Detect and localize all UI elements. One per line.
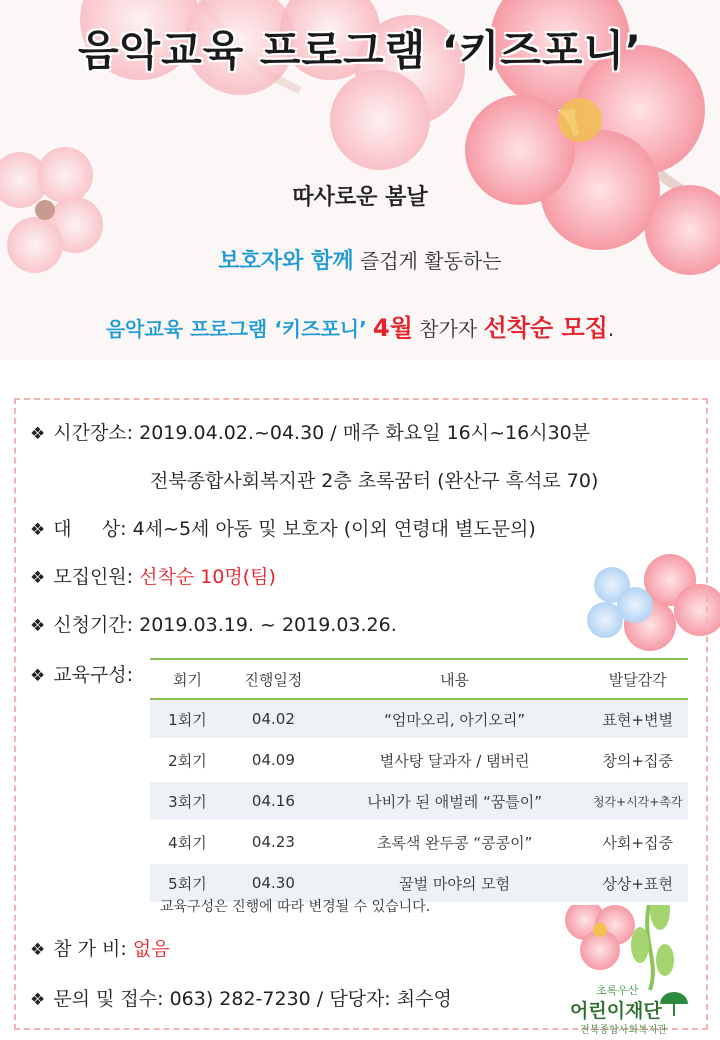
col-session: 회기	[150, 659, 225, 699]
intro-line-2	[0, 244, 720, 275]
apply-value: 2019.03.19. ~ 2019.03.26.	[139, 614, 397, 636]
schedule-note: 교육구성은 진행에 따라 변경될 수 있습니다.	[160, 899, 431, 915]
fee-value: 없음	[132, 938, 170, 960]
cell-content: 나비가 된 애벌레 “꿈틀이”	[322, 781, 587, 822]
detail-curriculum	[30, 660, 133, 687]
table-row	[150, 740, 688, 781]
time-place-label: 시간장소:	[53, 422, 134, 444]
cell-session: 2회기	[150, 740, 225, 781]
bullet-icon: ❖	[30, 520, 46, 540]
logo-sub-text: 전북종합사회복지관	[580, 1025, 667, 1036]
detail-time-place	[30, 418, 590, 445]
detail-apply	[30, 610, 397, 637]
detail-target	[30, 514, 536, 541]
contact-value: 063) 282-7230 / 담당자: 최수영	[169, 988, 452, 1010]
apply-label: 신청기간:	[53, 614, 134, 636]
cell-content: 꿀벌 마야의 모험	[322, 863, 587, 904]
intro-highlight: 보호자와 함께	[218, 249, 354, 274]
bullet-icon: ❖	[30, 940, 46, 960]
intro-line-3	[0, 308, 720, 343]
recruit-label: 모집인원:	[53, 566, 134, 588]
table-row	[150, 699, 688, 740]
curriculum-label: 교육구성:	[53, 664, 134, 686]
intro-month: 4월	[373, 314, 413, 342]
intro-end: .	[607, 317, 615, 341]
intro-program-name: 음악교육 프로그램 ‘키즈포니’	[105, 317, 367, 341]
target-label: 대 상:	[53, 518, 127, 540]
cell-content: “엄마오리, 아기오리”	[322, 699, 587, 740]
cell-date: 04.16	[225, 781, 322, 822]
cell-sense: 상상+표현	[587, 863, 688, 904]
bullet-icon: ❖	[30, 616, 46, 636]
detail-fee	[30, 934, 170, 961]
cell-date: 04.09	[225, 740, 322, 781]
cell-date: 04.02	[225, 699, 322, 740]
detail-contact	[30, 984, 452, 1011]
col-date: 진행일정	[225, 659, 322, 699]
intro-line-2-rest: 즐겁게 활동하는	[359, 249, 502, 273]
contact-label: 문의 및 접수:	[53, 988, 164, 1010]
bullet-icon: ❖	[30, 990, 46, 1010]
table-row	[150, 822, 688, 863]
cell-session: 3회기	[150, 781, 225, 822]
target-value: 4세~5세 아동 및 보호자 (이외 연령대 별도문의)	[132, 518, 536, 540]
cell-date: 04.23	[225, 822, 322, 863]
bullet-icon: ❖	[30, 424, 46, 444]
schedule-header-row	[150, 659, 688, 699]
schedule-table	[150, 658, 688, 905]
table-row	[150, 781, 688, 822]
col-sense: 발달감각	[587, 659, 688, 699]
bullet-icon: ❖	[30, 568, 46, 588]
fee-label: 참 가 비:	[53, 938, 127, 960]
detail-place: 전북종합사회복지관 2층 초록꿈터 (완산구 흑석로 70)	[150, 470, 599, 492]
cell-session: 1회기	[150, 699, 225, 740]
intro-recruit: 선착순 모집	[483, 314, 608, 342]
cell-sense: 창의+집중	[587, 740, 688, 781]
cell-sense: 청각+시각+촉각	[587, 781, 688, 822]
cell-sense: 사회+집중	[587, 822, 688, 863]
cell-session: 5회기	[150, 863, 225, 904]
time-place-value: 2019.04.02.~04.30 / 매주 화요일 16시~16시30분	[139, 422, 591, 444]
intro-line-1: 따사로운 봄날	[292, 185, 428, 210]
logo-top-text: 초록우산	[596, 984, 639, 997]
cell-session: 4회기	[150, 822, 225, 863]
cell-content: 별사탕 달과자 / 탬버린	[322, 740, 587, 781]
logo-main-text: 어린이재단	[570, 1000, 662, 1022]
page-title: 음악교육 프로그램 ‘키즈포니’	[77, 26, 643, 75]
intro-mid: 참가자	[419, 317, 478, 341]
recruit-value: 선착순 10명(팀)	[139, 566, 276, 588]
detail-recruit	[30, 562, 276, 589]
col-content: 내용	[322, 659, 587, 699]
cell-sense: 표현+변별	[587, 699, 688, 740]
cell-date: 04.30	[225, 863, 322, 904]
cell-content: 초록색 완두콩 “콩콩이”	[322, 822, 587, 863]
bullet-icon: ❖	[30, 666, 46, 686]
